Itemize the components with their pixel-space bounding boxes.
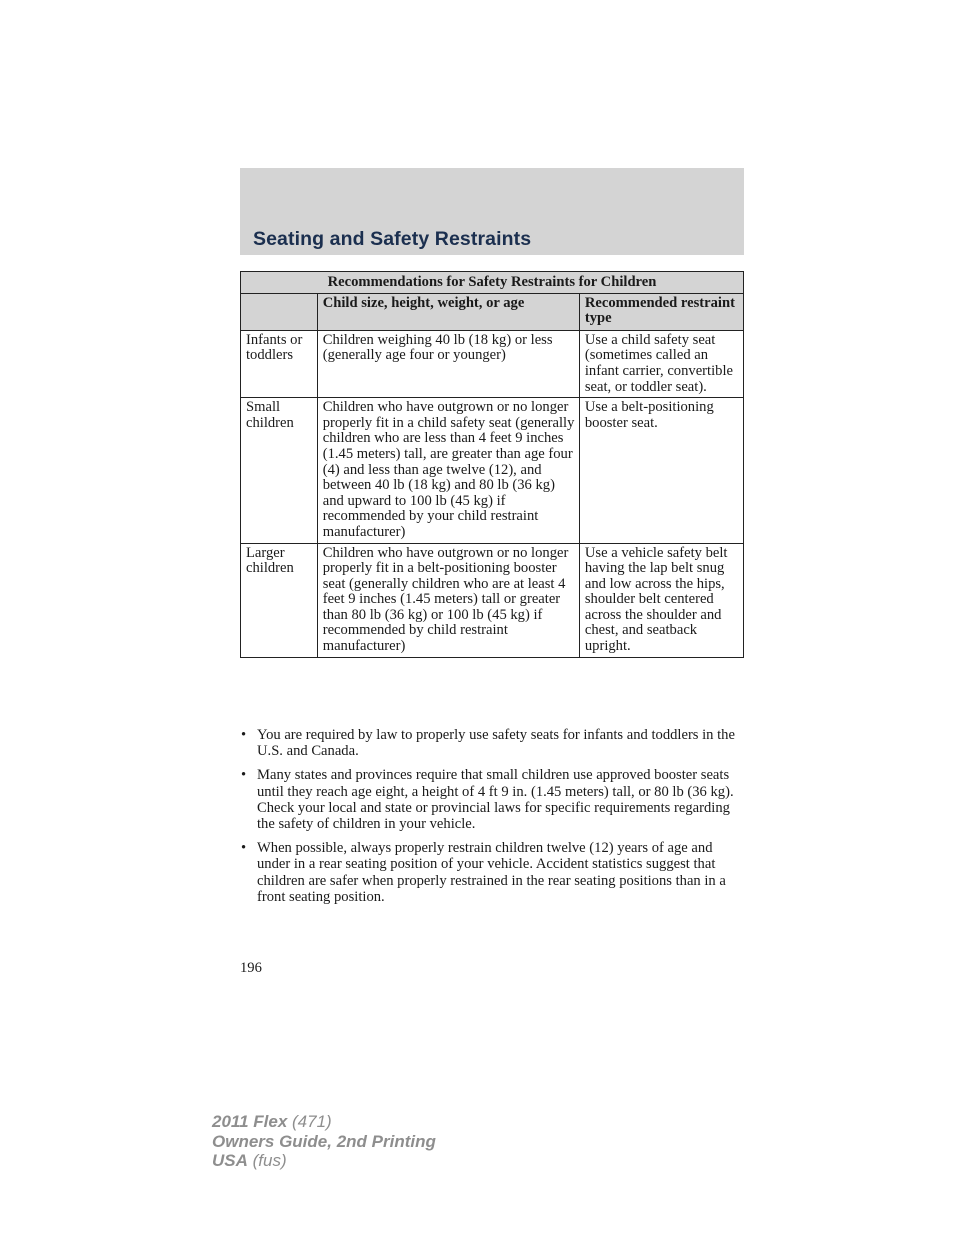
list-item [240, 727, 740, 759]
list-item [240, 840, 740, 905]
list-item [240, 767, 740, 832]
row-category: Infants or toddlers [241, 330, 318, 397]
table-row [241, 543, 744, 657]
footer-model: 2011 Flex [212, 1112, 288, 1131]
page-number: 196 [240, 960, 262, 976]
section-header-band [240, 168, 744, 255]
footer-region-code: (fus) [247, 1151, 287, 1170]
child-restraint-table [240, 271, 744, 658]
footer-line-guide: Owners Guide, 2nd Printing [212, 1131, 436, 1151]
section-title: Seating and Safety Restraints [253, 228, 532, 250]
footer-line-region [212, 1151, 436, 1171]
table-row [241, 330, 744, 397]
footer-region: USA [212, 1151, 248, 1170]
bullet-text: When possible, always properly restrain children twelve (12) years of age and under in a rear seating position of your vehicle. Accident statistics suggest that children are safer when properly restrained in the rear seating positions than in a front seating position. [257, 840, 726, 905]
column-header-restraint: Recommended restraint type [579, 293, 743, 330]
row-restraint: Use a child safety seat (sometimes called an infant carrier, convertible seat, or toddler seat). [579, 330, 743, 397]
bullet-symbol: • [241, 727, 247, 743]
bullet-symbol: • [241, 840, 247, 857]
column-header-size: Child size, height, weight, or age [317, 293, 579, 330]
safety-bullet-list [240, 727, 740, 913]
row-category: Larger children [241, 543, 318, 657]
row-category: Small children [241, 398, 318, 543]
footer-model-code: (471) [287, 1112, 332, 1131]
row-size: Children weighing 40 lb (18 kg) or less (generally age four or younger) [317, 330, 579, 397]
row-size: Children who have outgrown or no longer properly fit in a child safety seat (generally children who are less than 4 feet 9 inches (1.45 meters) tall, are greater than age four (4) and less than age twelve (12), and between 40 lb (18 kg) and 80 lb (36 kg) and upward to 100 lb (45 kg) if recommended by your child restraint manufacturer) [317, 398, 579, 543]
bullet-text: Many states and provinces require that small children use approved booster seats until they reach age eight, a height of 4 ft 9 in. (1.45 meters) tall, or 80 lb (36 kg). Check your local and state or provincial laws for specific requirements regarding the safety of children in your vehicle. [257, 767, 734, 833]
table-row [241, 398, 744, 543]
bullet-text: You are required by law to properly use safety seats for infants and toddlers in the U.S. and Canada. [257, 727, 735, 760]
row-restraint: Use a belt-positioning booster seat. [579, 398, 743, 543]
bullet-symbol: • [241, 767, 247, 784]
footer-line-model [212, 1112, 436, 1132]
document-footer [212, 1112, 436, 1171]
table-caption: Recommendations for Safety Restraints for Children [241, 272, 744, 294]
column-header-category [241, 293, 318, 330]
row-restraint: Use a vehicle safety belt having the lap belt snug and low across the hips, shoulder belt centered across the shoulder and chest, and seatback upright. [579, 543, 743, 657]
row-size: Children who have outgrown or no longer properly fit in a belt-positioning booster seat (generally children who are at least 4 feet 9 inches (1.45 meters) tall or greater than 80 lb (36 kg) or 100 lb (45 kg) if recommended by child restraint manufacturer) [317, 543, 579, 657]
